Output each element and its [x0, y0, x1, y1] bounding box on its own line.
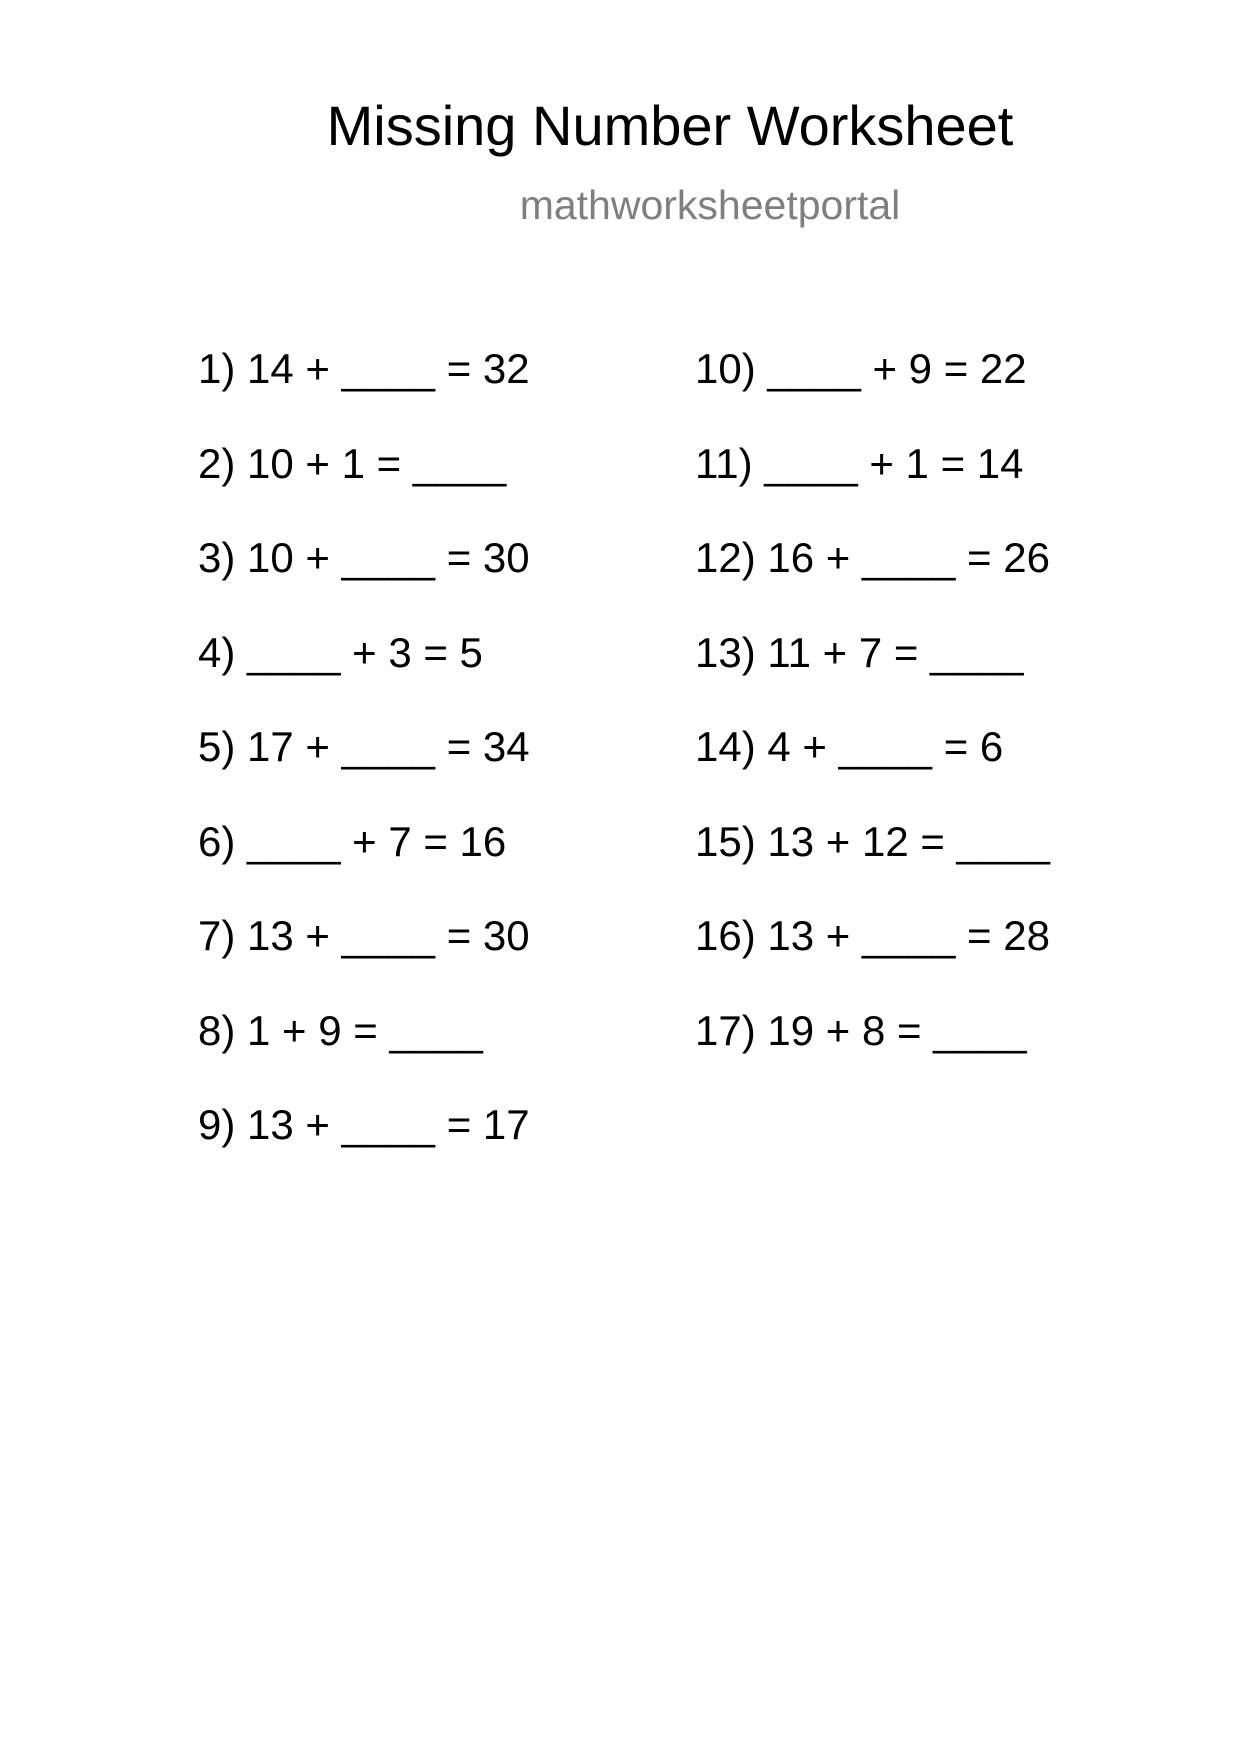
problems-right-column	[695, 345, 1050, 1104]
problem-14: 14) 4 + ____ = 6	[695, 723, 1004, 770]
problems-left-column	[198, 345, 530, 1199]
problem-9: 9) 13 + ____ = 17	[198, 1101, 530, 1148]
problem-12: 12) 16 + ____ = 26	[695, 534, 1050, 581]
problem-11: 11) ____ + 1 = 14	[695, 439, 1024, 487]
problem-10: 10) ____ + 9 = 22	[695, 345, 1027, 392]
problem-2: 2) 10 + 1 = ____	[198, 439, 507, 487]
problem-13: 13) 11 + 7 = ____	[695, 628, 1024, 676]
problem-3: 3) 10 + ____ = 30	[198, 534, 530, 581]
problem-1: 1) 14 + ____ = 32	[198, 345, 530, 392]
problem-5: 5) 17 + ____ = 34	[198, 723, 530, 770]
problem-16: 16) 13 + ____ = 28	[695, 912, 1050, 959]
problem-17: 17) 19 + 8 = ____	[695, 1006, 1027, 1054]
worksheet-subtitle: mathworksheetportal	[519, 182, 901, 228]
problem-8: 8) 1 + 9 = ____	[198, 1006, 483, 1054]
problem-6: 6) ____ + 7 = 16	[198, 817, 507, 865]
problem-7: 7) 13 + ____ = 30	[198, 912, 530, 959]
problem-15: 15) 13 + 12 = ____	[695, 817, 1050, 865]
problem-4: 4) ____ + 3 = 5	[198, 628, 483, 676]
worksheet-title: Missing Number Worksheet	[326, 94, 1014, 157]
